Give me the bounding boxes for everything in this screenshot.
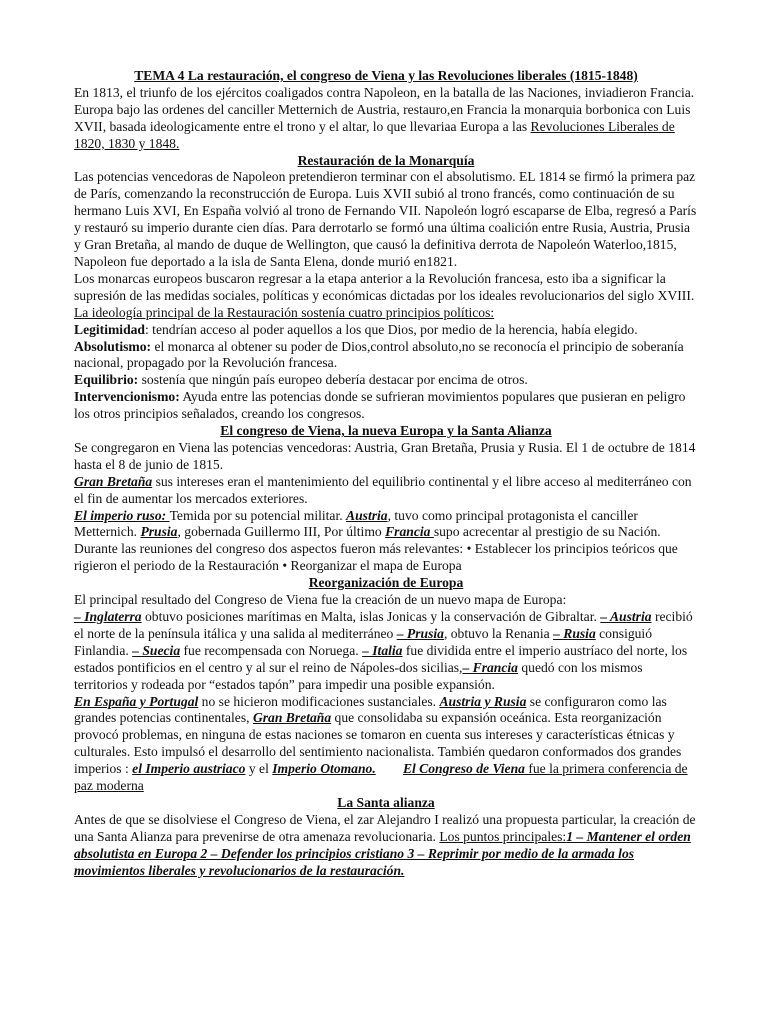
imperio-otomano-label: Imperio Otomano. <box>272 761 376 777</box>
francia-label: Francia <box>385 524 434 540</box>
imperio-ruso-label: El imperio ruso: <box>74 507 170 523</box>
congreso-potencias <box>74 508 698 542</box>
congreso-gran-bretana <box>74 474 698 508</box>
prusia-reorg-label: – Prusia <box>396 625 444 641</box>
reorganizacion-paises <box>74 609 698 694</box>
restauracion-paragraph-1: Las potencias vencedoras de Napoleon pretendieron terminar con el absolutismo. EL 1814 se firmó la primera paz de París, comenzando la reconstrucción de Europa. Luis XVII subió al trono francés, como continuación de su hermano Luis XVI, En España volvió al trono de Fernando VII. Napoleón logró escaparse de Elba, regresó a París y restauró su imperio durante cien días. Para derrotarlo se formó una última coalición entre Rusia, Austria, Prusia y Gran Bretaña, al mando de duque de Wellington, que causó la definitiva derrota de Napoleón Waterloo,1815, Napoleon fue deportado a la isla de Santa Elena, donde murió en1821. <box>74 169 697 269</box>
congreso-viena-label: El Congreso de Viena <box>402 761 525 777</box>
congreso-paragraph-2: Durante las reuniones del congreso dos aspectos fueron más relevantes: • Establecer los principios teóricos que rigieron el periodo de la Restauración • Reorganizar el mapa de Europa <box>74 541 678 574</box>
austria-rusia-text: se configuraron como las grandes potencias continentales, <box>74 693 667 726</box>
principio-equilibrio <box>74 372 698 389</box>
reorganizacion-paragraph-1: El principal resultado del Congreso de Viena fue la creación de un nuevo mapa de Europa: <box>74 592 567 608</box>
intervencionismo-text: Ayuda entre las potencias donde se sufrieran movimientos populares que pusieran en peligro los otros principios señalados, creando los congresos. <box>74 389 686 422</box>
italia-label: – Italia <box>362 642 403 658</box>
legitimidad-text: : tendrían acceso al poder aquellos a los que Dios, por medio de la herencia, había elegido. <box>145 321 638 337</box>
espana-portugal-label: En España y Portugal <box>74 693 199 709</box>
intervencionismo-label: Intervencionismo: <box>74 389 180 405</box>
suecia-text: fue recompensada con Noruega. <box>180 642 363 658</box>
rusia-reorg-label: – Rusia <box>553 625 596 641</box>
prusia-label: Prusia <box>140 524 178 540</box>
italia-text: fue dividida entre el imperio austríaco del norte, los estados pontificios en el centro y al sur el reino de Nápoles-dos sicilias, <box>74 642 688 675</box>
rusia-reorg-text: consiguió Finlandia. <box>74 625 653 658</box>
austria-reorg-label: – Austria <box>600 609 652 624</box>
imperio-ruso-text: Temida por su potencial militar. <box>169 507 347 523</box>
francia-text: supo acrecentar al prestigio de su Nación. <box>433 524 661 540</box>
equilibrio-text: sostenía que ningún país europeo debería destacar por encima de otros. <box>138 372 528 388</box>
espana-portugal-text: no se hicieron modificaciones sustanciales. <box>198 693 440 709</box>
principios-intro: La ideología principal de la Restauración sostenía cuatro principios políticos: <box>74 304 495 320</box>
legitimidad-label: Legitimidad <box>74 321 145 337</box>
congreso-paragraph-1: Se congregaron en Viena las potencias vencedoras: Austria, Gran Bretaña, Prusia y Rusia. El 1 de octubre de 1814 hasta el 8 de junio de 1815. <box>74 439 696 472</box>
absolutismo-text: el monarca al obtener su poder de Dios,control absoluto,no se reconocía el principio de soberanía nacional, propagado por la Revolución francesa. <box>74 338 684 371</box>
suecia-label: – Suecia <box>132 642 181 658</box>
austria-reorg-text: recibió el norte de la península itálica y una salida al mediterráneo <box>74 609 693 641</box>
principio-legitimidad-absolutismo <box>74 322 698 373</box>
inglaterra-text: obtuvo posiciones marítimas en Malta, islas Jonicas y la conservación de Gibraltar. <box>141 609 601 624</box>
gran-bretana-reorg-text: que consolidaba su expansión oceánica. Esta reorganización provocó problemas, en ninguna de estas naciones se tomaron en cuenta sus intereses y características étnicas y culturales. Esto impulsó el desarrollo del sentimiento nacionalista. También quedaron conformados dos grandes imperios : <box>74 710 682 777</box>
absolutismo-label: Absolutismo: <box>74 338 152 354</box>
heading-congreso-viena: El congreso de Viena, la nueva Europa y la Santa Alianza <box>220 423 552 439</box>
imperio-otomano-gap <box>376 761 403 776</box>
intro-text: En 1813, el triunfo de los ejércitos coaligados contra Napoleon, en la batalla de las Naciones, inviadieron Francia. Europa bajo las ordenes del canciller Metternich de Austria, restauro,en Francia la monarquia borbonica con Luis XVII, basada ideologicamente entre el trono y el altar, lo que llevariaa Europa a las <box>74 84 695 134</box>
puntos-principales-label: Los puntos principales: <box>439 828 567 844</box>
heading-santa-alianza: La Santa alianza <box>337 794 435 810</box>
santa-alianza-text: Antes de que se disolviese el Congreso de Viena, el zar Alejandro I realizó una propuesta particular, la creación de una Santa Alianza para prevenirse de otra amenaza revolucionaria. <box>74 811 696 844</box>
principio-intervencionismo <box>74 389 698 423</box>
congreso-viena-text: fue la primera conferencia de paz moderna <box>74 761 688 794</box>
francia-reorg-text: quedó con los mismos territorios y rodeada por “estados tapón” para impedir una posible expansión. <box>74 659 643 692</box>
intro-paragraph <box>74 85 698 153</box>
inglaterra-label: – Inglaterra <box>74 609 142 624</box>
prusia-reorg-text: , obtuvo la Renania <box>443 625 554 641</box>
gran-bretana-label: Gran Bretaña <box>74 473 153 489</box>
heading-restauracion: Restauración de la Monarquía <box>297 152 475 168</box>
intro-revoluciones-link: Revoluciones Liberales de 1820, 1830 y 1848. <box>74 118 675 151</box>
imperio-austriaco-label: el Imperio austriaco <box>132 761 246 777</box>
equilibrio-label: Equilibrio: <box>74 372 139 388</box>
austria-text: , tuvo como principal protagonista el canciller Metternich. <box>74 507 638 540</box>
heading-reorganizacion: Reorganización de Europa <box>308 575 464 591</box>
austria-rusia-label: Austria y Rusia <box>439 693 527 709</box>
austria-label: Austria <box>346 507 388 523</box>
puntos-principales-list: 1 – Mantener el orden absolutista en Europa 2 – Defender los principios cristiano 3 – Reprimir por medio de la armada los movimientos liberales y revolucionarios de la restauración. <box>74 828 691 878</box>
francia-reorg-label: – Francia <box>462 659 518 675</box>
document-title: TEMA 4 La restauración, el congreso de Viena y las Revoluciones liberales (1815-1848) <box>134 68 638 83</box>
imperio-austriaco-text: y el <box>245 761 273 777</box>
prusia-text: , gobernada Guillermo III, Por último <box>177 524 386 540</box>
gran-bretana-text: sus intereses eran el mantenimiento del equilibrio continental y el libre acceso al mediterráneo con el fin de aumentar los mercados exteriores. <box>74 473 692 506</box>
gran-bretana-reorg-label: Gran Bretaña <box>252 710 332 726</box>
reorganizacion-consecuencias <box>74 694 698 795</box>
restauracion-paragraph-2: Los monarcas europeos buscaron regresar a la etapa anterior a la Revolución francesa, esto iba a significar la supresión de las medidas sociales, políticas y económicas dictadas por los ideales revolucionarios del siglo XVIII. <box>74 270 695 303</box>
santa-alianza-paragraph <box>74 812 698 880</box>
